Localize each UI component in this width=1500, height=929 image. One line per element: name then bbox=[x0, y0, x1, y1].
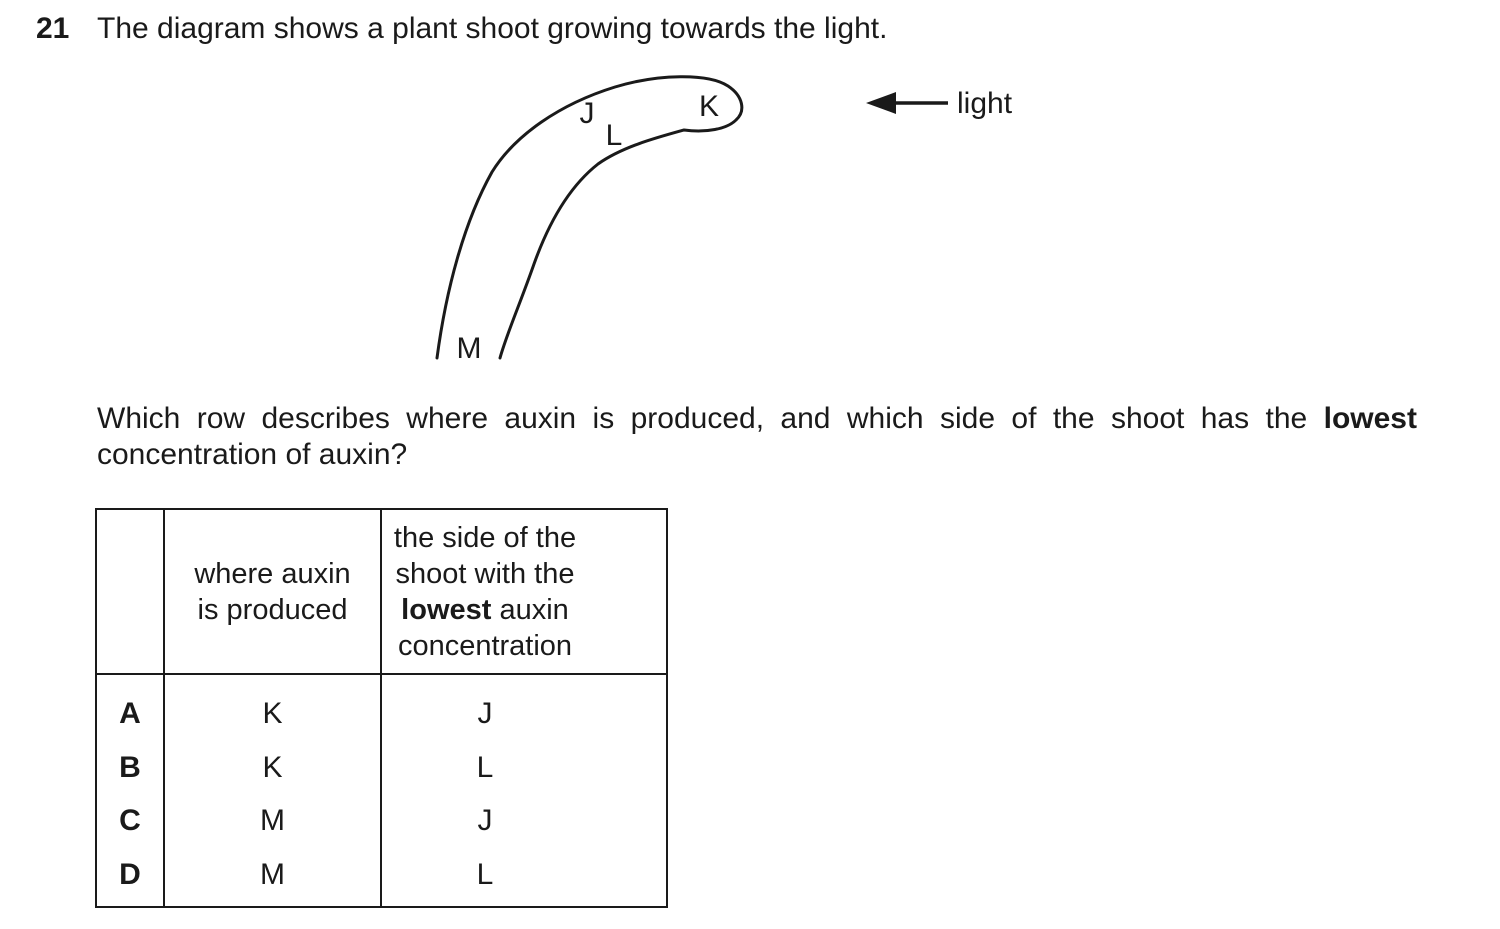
prompt-line-2: concentration of auxin? bbox=[97, 438, 408, 471]
label-k: K bbox=[698, 90, 720, 123]
shoot-diagram bbox=[420, 55, 1060, 390]
table-header-where-produced bbox=[165, 510, 382, 675]
option-letter-c: C bbox=[119, 804, 141, 838]
cell-value-b-produced: K bbox=[262, 750, 283, 784]
header-bold-word: lowest bbox=[401, 593, 492, 626]
header-line: shoot with the bbox=[395, 557, 575, 590]
cell-value-a-lowest: J bbox=[477, 696, 493, 730]
light-arrow-head bbox=[866, 92, 896, 114]
where-produced-column bbox=[165, 675, 382, 906]
option-letter-b: B bbox=[119, 750, 141, 784]
light-label: light bbox=[957, 87, 1013, 120]
prompt-line-1 bbox=[97, 401, 1417, 437]
cell-value-c-lowest: J bbox=[477, 804, 493, 838]
table-header-empty bbox=[97, 510, 165, 675]
cell-value-b-lowest: L bbox=[476, 750, 494, 784]
cell-value-c-produced: M bbox=[260, 804, 285, 838]
cell-value-d-lowest: L bbox=[476, 858, 494, 892]
header-line bbox=[401, 592, 569, 628]
cell-value-a-produced: K bbox=[262, 696, 283, 730]
question-prompt bbox=[97, 401, 1417, 473]
option-letter-a: A bbox=[119, 696, 141, 730]
header-line: the side of the bbox=[393, 521, 577, 554]
label-l: L bbox=[605, 119, 623, 152]
question-title: The diagram shows a plant shoot growing towards the light. bbox=[97, 12, 888, 45]
label-m: M bbox=[456, 332, 482, 365]
cell-value-d-produced: M bbox=[260, 858, 285, 892]
lowest-side-column bbox=[382, 675, 666, 906]
header-line: is produced bbox=[197, 593, 348, 626]
label-j: J bbox=[579, 97, 595, 130]
header-line: concentration bbox=[397, 629, 573, 662]
table-header-lowest-concentration bbox=[382, 510, 666, 675]
question-number: 21 bbox=[36, 12, 70, 45]
prompt-text-bold: lowest bbox=[1323, 402, 1417, 435]
answer-table bbox=[95, 508, 668, 908]
header-line: where auxin bbox=[194, 557, 351, 590]
header-line-rest: auxin bbox=[499, 593, 569, 626]
option-letter-d: D bbox=[119, 858, 141, 892]
prompt-text-regular: Which row describes where auxin is produced, and which side of the shoot has the bbox=[97, 402, 1308, 435]
option-letter-column bbox=[97, 675, 165, 906]
